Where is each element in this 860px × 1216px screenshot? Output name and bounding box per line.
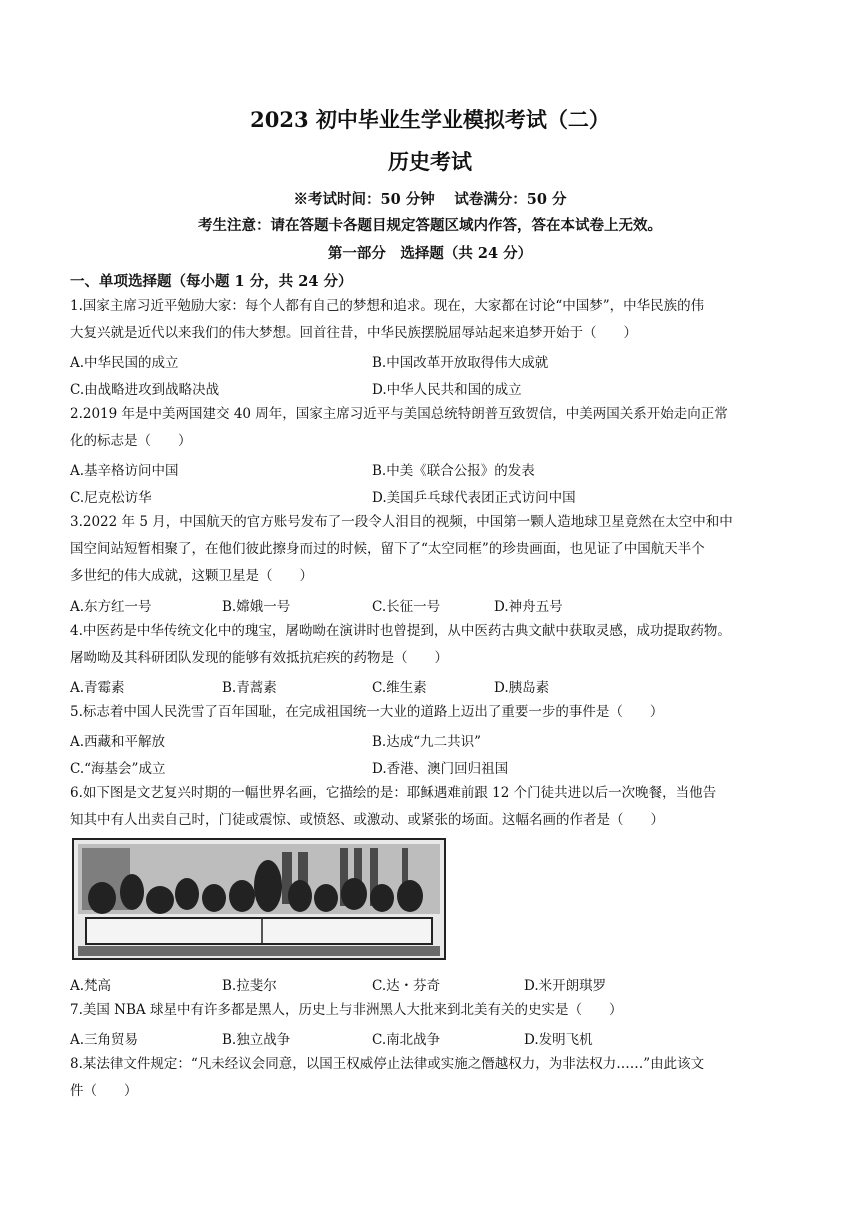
question-8-line-2: 件（ ） [70,1083,138,1099]
question-4-option-d: D.胰岛素 [494,680,550,696]
question-8-line-1: 8.某法律文件规定：“凡未经议会同意，以国王权威停止法律或实施之僭越权力，为非法权力……”由此该文 [70,1056,705,1072]
question-1-option-c: C.由战略进攻到战略决战 [70,382,220,398]
question-3-line-2: 国空间站短暂相聚了，在他们彼此擦身而过的时候，留下了“太空同框”的珍贵画面，也见证了中国航天半个 [70,541,705,557]
question-2-option-a: A.基辛格访问中国 [70,463,179,479]
question-3-option-c: C.长征一号 [372,599,441,615]
exam-notice: 考生注意：请在答题卡各题目规定答题区域内作答，答在本试卷上无效。 [198,217,662,234]
question-4-option-a: A.青霉素 [70,680,125,696]
question-7-line-1: 7.美国 NBA 球星中有许多都是黑人，历史上与非洲黑人大批来到北美有关的史实是（ ） [70,1002,623,1018]
question-5-option-b: B.达成“九二共识” [372,734,482,750]
question-2-option-d: D.美国乒乓球代表团正式访问中国 [372,490,576,506]
exam-title: 2023 初中毕业生学业模拟考试（二） [250,107,610,132]
question-6-option-c: C.达・芬奇 [372,978,441,994]
question-7-option-b: B.独立战争 [222,1032,291,1048]
question-6-line-2: 知其中有人出卖自己时，门徒或震惊、或愤怒、或激动、或紧张的场面。这幅名画的作者是（ ） [70,812,664,828]
part-heading: 第一部分 选择题（共 24 分） [327,245,533,262]
question-7-option-c: C.南北战争 [372,1032,441,1048]
question-7-option-a: A.三角贸易 [70,1032,139,1048]
section-heading: 一、单项选择题（每小题 1 分，共 24 分） [70,273,353,290]
question-2-line-2: 化的标志是（ ） [70,433,192,449]
exam-info: ※考试时间：50 分钟 试卷满分：50 分 [293,191,567,208]
question-4-line-2: 屠呦呦及其科研团队发现的能够有效抵抗疟疾的药物是（ ） [70,650,448,666]
question-1-line-1: 1.国家主席习近平勉励大家：每个人都有自己的梦想和追求。现在，大家都在讨论“中国梦”，中华民族的伟 [70,298,705,314]
question-3-option-b: B.嫦娥一号 [222,599,291,615]
question-7-option-d: D.发明飞机 [524,1032,593,1048]
question-5-option-c: C.“海基会”成立 [70,761,166,777]
question-5-option-d: D.香港、澳门回归祖国 [372,761,509,777]
question-5-option-a: A.西藏和平解放 [70,734,166,750]
question-6-option-a: A.梵高 [70,978,112,994]
question-3-line-3: 多世纪的伟大成就，这颗卫星是（ ） [70,568,313,584]
subject-title: 历史考试 [388,149,472,174]
question-2-line-1: 2.2019 年是中美两国建交 40 周年，国家主席习近平与美国总统特朗普互致贺信，中美两国关系开始走向正常 [70,406,728,422]
question-6-option-d: D.米开朗琪罗 [524,978,607,994]
question-4-line-1: 4.中医药是中华传统文化中的瑰宝，屠呦呦在演讲时也曾提到，从中医药古典文献中获取灵感，成功提取药物。 [70,623,731,639]
question-1-option-d: D.中华人民共和国的成立 [372,382,522,398]
question-2-option-c: C.尼克松访华 [70,490,152,506]
question-1-option-a: A.中华民国的成立 [70,355,179,371]
question-6-option-b: B.拉斐尔 [222,978,277,994]
question-3-line-1: 3.2022 年 5 月，中国航天的官方账号发布了一段令人泪目的视频，中国第一颗人造地球卫星竟然在太空中和中 [70,514,733,530]
question-3-option-d: D.神舟五号 [494,599,563,615]
question-1-option-b: B.中国改革开放取得伟大成就 [372,355,549,371]
question-1-line-2: 大复兴就是近代以来我们的伟大梦想。回首往昔，中华民族摆脱屈辱站起来追梦开始于（ ） [70,325,637,341]
question-5-line-1: 5.标志着中国人民洗雪了百年国耻，在完成祖国统一大业的道路上迈出了重要一步的事件是（ ） [70,704,664,720]
question-4-option-b: B.青蒿素 [222,680,277,696]
question-2-option-b: B.中美《联合公报》的发表 [372,463,535,479]
question-4-option-c: C.维生素 [372,680,427,696]
question-3-option-a: A.东方红一号 [70,599,152,615]
question-6-line-1: 6.如下图是文艺复兴时期的一幅世界名画，它描绘的是：耶稣遇难前跟 12 个门徒共进以后一次晚餐，当他告 [70,785,717,801]
last-supper-painting-image [72,838,446,960]
